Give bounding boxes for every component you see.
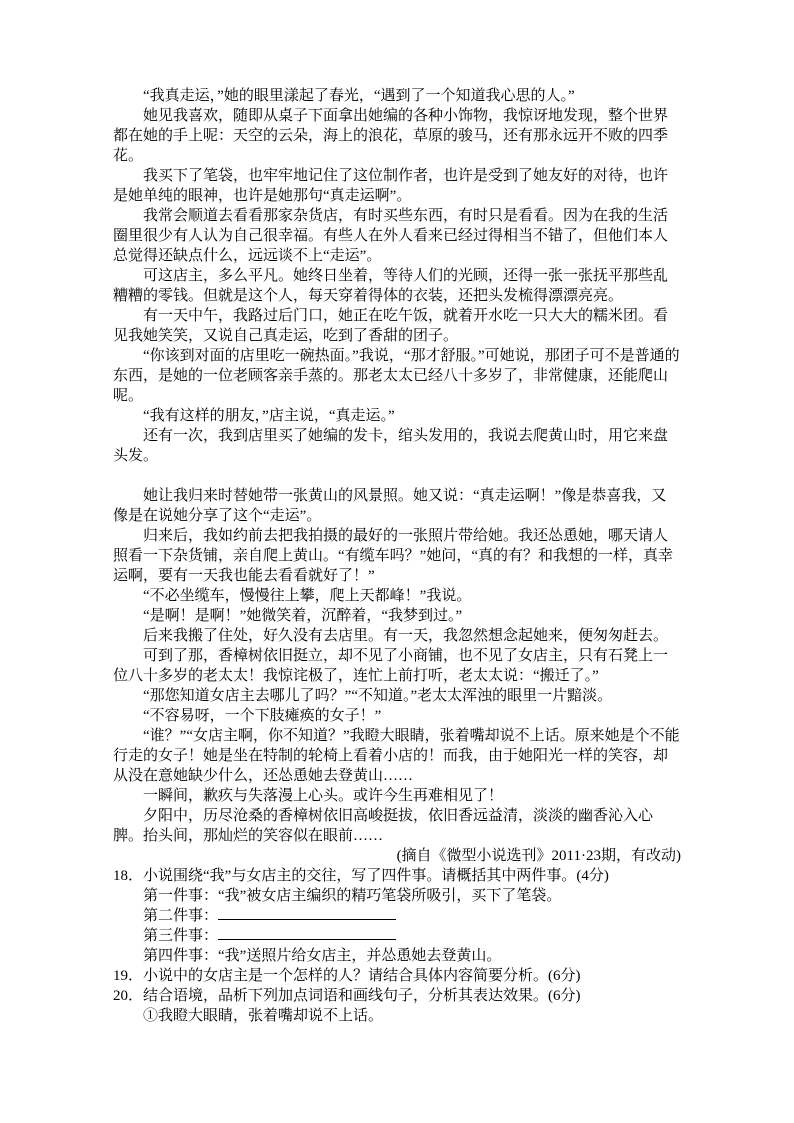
story-paragraph: “谁？”“女店主啊，你不知道？”我瞪大眼睛，张着嘴却说不上话。原来她是个不能行走的女子！她是坐在特制的轮椅上看着小店的！而我，由于她阳光一样的笑容，却从没在意她缺少什么，还怂恿她去登黄山…… <box>113 728 680 784</box>
attribution-line: (摘自《微型小说选刊》2011·23期，有改动) <box>396 848 681 864</box>
story-paragraph: 可到了那，香樟树依旧挺立，却不见了小商铺，也不见了女店主，只有石凳上一位八十多岁的老太太！我惊诧极了，连忙上前打听，老太太说：“搬迁了。” <box>113 648 669 684</box>
story-paragraph: “你该到对面的店里吃一碗热面。”我说，“那才舒服。”可她说，那团子可不是普通的东西，是她的一位老顾客亲手蒸的。那老太太已经八十多岁了，非常健康，还能爬山呢。 <box>113 348 680 404</box>
question-18-item-4: 第四件事：“我”送照片给女店主，并怂恿她去登黄山。 <box>143 948 502 964</box>
question-18-item-3 <box>113 926 681 946</box>
story-paragraph: “不必坐缆车，慢慢往上攀，爬上天都峰！”我说。 <box>143 588 472 604</box>
answer-blank-line <box>218 926 396 940</box>
story-paragraph: 她让我归来时替她带一张黄山的风景照。她又说：“真走运啊！”像是恭喜我，又像是在说她分享了这个“走运”。 <box>113 488 667 524</box>
story-paragraph: 可这店主，多么平凡。她终日坐着，等待人们的光顾，还得一张一张抚平那些乱糟糟的零钱。但就是这个人，每天穿着得体的衣装，还把头发梳得漂漂亮亮。 <box>113 268 669 304</box>
story-paragraph: “不容易呀，一个下肢瘫痪的女子！” <box>143 708 382 724</box>
story-paragraph: 后来我搬了住处，好久没有去店里。有一天，我忽然想念起她来，便匆匆赶去。 <box>143 628 669 644</box>
question-20-sub-1: ①我瞪大眼睛，张着嘴却说不上话。 <box>143 1008 384 1024</box>
question-19-stem: 19．小说中的女店主是一个怎样的人？请结合具体内容简要分析。(6分) <box>113 968 581 984</box>
question-18-item-2 <box>113 906 681 926</box>
story-paragraph: “那您知道女店主去哪儿了吗？”“不知道。”老太太浑浊的眼里一片黯淡。 <box>143 688 613 704</box>
story-paragraph: 她见我喜欢，随即从桌子下面拿出她编的各种小饰物，我惊讶地发现，整个世界都在她的手上呢：天空的云朵，海上的浪花，草原的骏马，还有那永远开不败的四季花。 <box>113 108 669 164</box>
answer-blank-line <box>218 906 396 920</box>
question-18-item-3-label: 第三件事： <box>143 928 219 944</box>
story-paragraph: “是啊！是啊！”她微笑着，沉醉着，“我梦到过。” <box>143 608 463 624</box>
question-18-item-1: 第一件事：“我”被女店主编织的精巧笔袋所吸引，买下了笔袋。 <box>143 888 562 904</box>
story-paragraph: 我常会顺道去看看那家杂货店，有时买些东西，有时只是看看。因为在我的生活圈里很少有人认为自己很幸福。有些人在外人看来已经过得相当不错了，但他们本人总觉得还缺点什么，远远谈不上“走运”。 <box>113 208 669 264</box>
question-18-item-2-label: 第二件事： <box>143 908 219 924</box>
question-20-stem: 20．结合语境，品析下列加点词语和画线句子，分析其表达效果。(6分) <box>113 988 581 1004</box>
story-paragraph: 我买下了笔袋，也牢牢地记住了这位制作者，也许是受到了她友好的对待，也许是她单纯的眼神，也许是她那句“真走运啊”。 <box>113 168 669 204</box>
question-18-stem: 18．小说围绕“我”与女店主的交往，写了四件事。请概括其中两件事。(4分) <box>113 868 609 884</box>
story-paragraph: 归来后，我如约前去把我拍摄的最好的一张照片带给她。我还怂恿她，哪天请人照看一下杂货铺，亲自爬上黄山。“有缆车吗？”她问，“真的有？和我想的一样，真幸运啊，要有一天我也能去看看就好了！” <box>113 528 673 584</box>
story-paragraph: 一瞬间，歉疚与失落漫上心头。或许今生再难相见了！ <box>143 788 504 804</box>
story-paragraph: 有一天中午，我路过后门口，她正在吃午饭，就着开水吃一只大大的糯米团。看见我她笑笑，又说自己真走运，吃到了香甜的团子。 <box>113 308 669 344</box>
story-paragraph: 还有一次，我到店里买了她编的发卡，绾头发用的，我说去爬黄山时，用它来盘头发。 <box>113 428 669 464</box>
story-paragraph: “我真走运，”她的眼里漾起了春光，“遇到了一个知道我心思的人。” <box>143 88 575 104</box>
story-paragraph: 夕阳中，历尽沧桑的香樟树依旧高峻挺拔，依旧香远益清，淡淡的幽香沁入心脾。抬头间，那灿烂的笑容似在眼前…… <box>113 808 654 844</box>
story-paragraph: “我有这样的朋友，”店主说，“真走运。” <box>143 408 395 424</box>
